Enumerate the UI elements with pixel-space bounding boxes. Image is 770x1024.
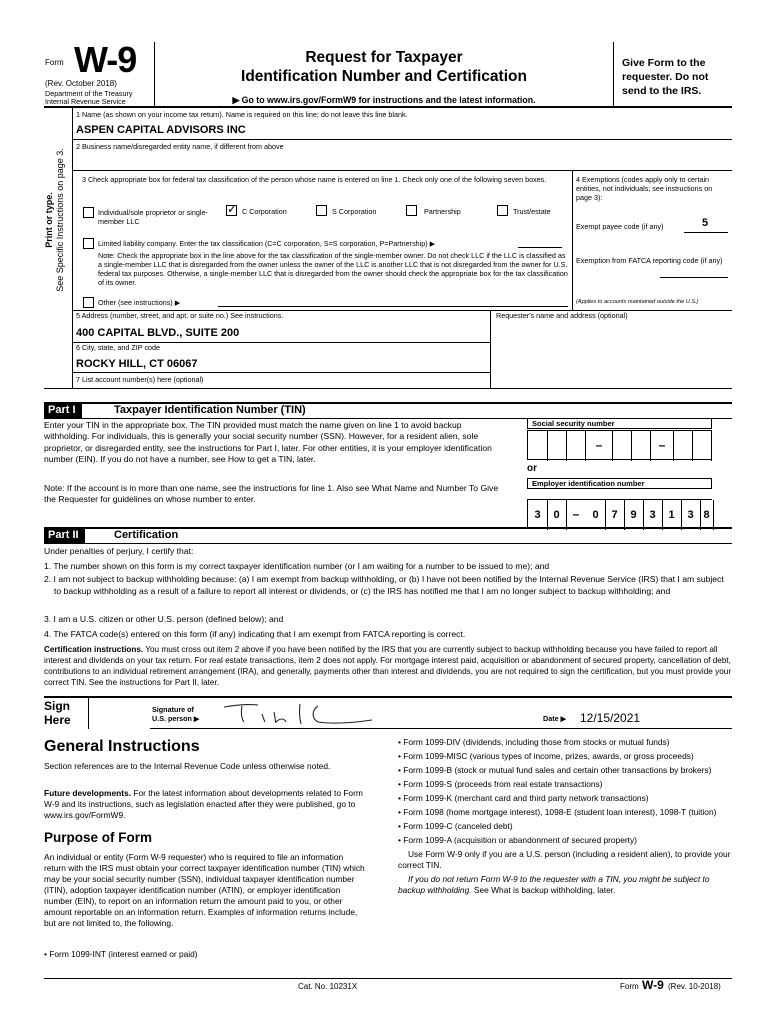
see-instructions: See Specific Instructions on page 3. (55, 148, 65, 292)
line7-label: 7 List account number(s) here (optional) (76, 375, 204, 384)
backup-withholding-italic: If you do not return Form W-9 to the requester with a TIN, you might be subject to backup withholding. (398, 874, 710, 895)
signature-label-2: U.S. person ▶ (152, 714, 200, 723)
other-label: Other (see instructions) ▶ (98, 298, 181, 307)
future-developments (44, 788, 366, 821)
cert-item-4: 4. The FATCA code(s) entered on this form (if any) indicating that I am exempt from FATCA reporting is correct. (44, 629, 466, 639)
goto-instructions: ▶ Go to www.irs.gov/FormW9 for instructions and the latest information. (232, 95, 536, 105)
future-developments-body: For the latest information about developments related to Form W-9 and its instructions, such as legislation enacted after they were published, go to www.irs.gov/FormW9. (44, 788, 363, 820)
part2-title: Certification (114, 529, 179, 541)
purpose-text: An individual or entity (Form W-9 requester) who is required to file an information return with the IRS must obtain your correct taxpayer identification number (TIN) which may be your social security number (SSN), individual taxpayer identification number (ITIN), adoption taxpayer identification number (ATIN), or employer identification number (EIN), to report on an information return the amount paid to you, or other amount reportable on an information return. Examples of information returns include, but are not limited to, the following. (44, 852, 365, 928)
here-label: Here (44, 713, 71, 727)
purpose-heading: Purpose of Form (44, 830, 153, 845)
line2-label: 2 Business name/disregarded entity name, if different from above (76, 142, 284, 151)
other-field[interactable] (218, 306, 568, 307)
line5-label: 5 Address (number, street, and apt. or suite no.) See instructions. (76, 311, 284, 320)
part1-title: Taxpayer Identification Number (TIN) (114, 404, 306, 416)
part1-note: Note: If the account is in more than one name, see the instructions for line 1. Also see What Name and Number To Give the Requester for guidelines on whose number to enter. (44, 483, 499, 505)
cert-instructions (44, 644, 732, 688)
ein-label: Employer identification number (527, 478, 712, 489)
trust-label: Trust/estate (513, 207, 551, 216)
form-word: Form (45, 58, 64, 67)
llc-note: Note: Check the appropriate box in the line above for the tax classification of the single-member owner. Do not check LLC if the LLC is classified as a single-member LLC that is disregarded from the owner unless the owner of the LLC is another LLC that is not disregarded from the owner for U.S. federal tax purposes. Otherwise, a single-member LLC that is disregarded from the owner should check the appropriate box for the tax classification of its owner. (98, 251, 568, 287)
line6-label: 6 City, state, and ZIP code (76, 343, 161, 352)
form-title-1: Request for Taxpayer (305, 49, 463, 66)
print-or-type: Print or type. (44, 192, 54, 248)
city-state-zip-field[interactable]: ROCKY HILL, CT 06067 (76, 358, 198, 370)
ssn-label: Social security number (527, 418, 712, 429)
ssn-field[interactable]: – – (527, 430, 712, 460)
fatca-label: Exemption from FATCA reporting code (if any) (576, 256, 723, 265)
cert-intro: Under penalties of perjury, I certify that: (44, 546, 194, 556)
list-item: • Form 1099-B (stock or mutual fund sales and certain other transactions by brokers) (398, 765, 712, 775)
trust-checkbox[interactable] (497, 205, 508, 216)
list-item: • Form 1098 (home mortgage interest), 1098-E (student loan interest), 1098-T (tuition) (398, 807, 717, 817)
use-form-text: Use Form W-9 only if you are a U.S. person (including a resident alien), to provide your correct TIN. (398, 849, 731, 870)
ein-digit: 7 (605, 500, 625, 530)
ein-field[interactable]: 3 0 – 0 7 9 3 1 3 8 (527, 499, 712, 529)
department: Department of the Treasury (45, 89, 133, 98)
cert-item-2: 2. I am not subject to backup withholding because: (a) I am exempt from backup withholding, or (b) I have not been notified by the Internal Revenue Service (IRS) that I am subject to backup withholding as a result of a failure to report all interest or dividends, or (c) the IRS has notified me that I am no longer subject to backup withholding; and (44, 574, 724, 596)
ein-digit: 0 (586, 500, 606, 530)
exempt-payee-label: Exempt payee code (if any) (576, 222, 664, 231)
form-title-2: Identification Number and Certification (241, 68, 527, 85)
part2-tag: Part II (44, 528, 85, 543)
date-label: Date ▶ (543, 714, 567, 723)
bullet-1099-int: • Form 1099-INT (interest earned or paid) (44, 949, 198, 959)
part1-tag: Part I (44, 403, 82, 418)
backup-withholding-text (398, 874, 732, 896)
c-corp-checkbox[interactable] (226, 202, 238, 216)
line4-label: 4 Exemptions (codes apply only to certain entities, not individuals; see instructions on page 3): (576, 175, 713, 202)
footer-revision: (Rev. 10-2018) (668, 982, 721, 991)
form-number: W-9 (74, 39, 137, 80)
requester-label: Requester's name and address (optional) (496, 311, 628, 320)
date-field[interactable]: 12/15/2021 (580, 711, 641, 725)
fatca-field[interactable] (660, 277, 728, 278)
ein-digit: 9 (624, 500, 644, 530)
revision: (Rev. October 2018) (45, 79, 117, 88)
give-form-note: Give Form to the requester. Do not send to the IRS. (622, 57, 709, 97)
signature-field[interactable] (222, 698, 522, 728)
cert-instructions-heading: Certification instructions. (44, 645, 144, 654)
s-corp-checkbox[interactable] (316, 205, 327, 216)
line1-label: 1 Name (as shown on your income tax return). Name is required on this line; do not leave this line blank. (76, 110, 408, 119)
list-item: • Form 1099-MISC (various types of income, prizes, awards, or gross proceeds) (398, 751, 694, 761)
llc-classification-field[interactable] (518, 247, 562, 248)
cert-item-1: 1. The number shown on this form is my correct taxpayer identification number (or I am waiting for a number to be issued to me); and (44, 561, 550, 571)
list-item: • Form 1099-K (merchant card and third party network transactions) (398, 793, 649, 803)
fatca-applies: (Applies to accounts maintained outside the U.S.) (576, 299, 699, 305)
llc-label: Limited liability company. Enter the tax classification (C=C corporation, S=S corporation, P=Partnership) ▶ (98, 239, 436, 248)
account-numbers-field[interactable] (76, 389, 726, 401)
list-item: • Form 1099-A (acquisition or abandonment of secured property) (398, 835, 637, 845)
sign-label: Sign (44, 699, 70, 713)
future-developments-heading: Future developments. (44, 788, 132, 798)
ein-digit: 3 (528, 500, 548, 530)
other-checkbox[interactable] (83, 297, 94, 308)
address-field[interactable]: 400 CAPITAL BLVD., SUITE 200 (76, 327, 240, 339)
ein-digit: 3 (643, 500, 663, 530)
list-item: • Form 1099-C (canceled debt) (398, 821, 513, 831)
list-item: • Form 1099-S (proceeds from real estate transactions) (398, 779, 603, 789)
signature-image (222, 698, 522, 728)
ein-digit: 1 (662, 500, 682, 530)
footer-form-number: W-9 (642, 978, 664, 992)
list-item: • Form 1099-DIV (dividends, including those from stocks or mutual funds) (398, 737, 670, 747)
backup-withholding-tail: See What is backup withholding, later. (471, 885, 616, 895)
business-name-field[interactable] (76, 154, 726, 168)
partnership-label: Partnership (424, 207, 461, 216)
c-corp-label: C Corporation (242, 207, 287, 216)
line3-label: 3 Check appropriate box for federal tax classification of the person whose name is entered on line 1. Check only one of the following seven boxes. (82, 175, 547, 184)
cert-item-3: 3. I am a U.S. citizen or other U.S. person (defined below); and (44, 614, 284, 624)
irs-name: Internal Revenue Service (45, 97, 126, 106)
ein-digit: 3 (681, 500, 701, 530)
llc-checkbox[interactable] (83, 238, 94, 249)
general-instructions-heading: General Instructions (44, 738, 200, 755)
individual-checkbox[interactable] (83, 207, 94, 218)
form-types-list (398, 737, 732, 899)
partnership-checkbox[interactable] (406, 205, 417, 216)
section-references: Section references are to the Internal Revenue Code unless otherwise noted. (44, 761, 331, 771)
individual-label: Individual/sole proprietor or single-member LLC (98, 208, 208, 226)
check-icon: ✓ (227, 202, 238, 216)
s-corp-label: S Corporation (332, 207, 377, 216)
name-field[interactable]: ASPEN CAPITAL ADVISORS INC (76, 124, 246, 136)
or-label: or (527, 463, 537, 474)
catalog-number: Cat. No. 10231X (298, 982, 358, 991)
signature-label-1: Signature of (152, 705, 194, 714)
cert-instructions-body: You must cross out item 2 above if you have been notified by the IRS that you are currently subject to backup withholding because you have failed to report all interest and dividends on your tax return. For real estate transactions, item 2 does not apply. For mortgage interest paid, acquisition or abandonment of secured property, cancellation of debt, contributions to an individual retirement arrangement (IRA), and generally, payments other than interest and dividends, you are not required to sign the certification, but you must provide your correct TIN. See the instructions for Part II, later. (44, 645, 732, 687)
exempt-payee-field[interactable]: 5 (701, 217, 709, 229)
part1-body: Enter your TIN in the appropriate box. The TIN provided must match the name given on line 1 to avoid backup withholding. For individuals, this is generally your social security number (SSN). However, for a resident alien, sole proprietor, or disregarded entity, see the instructions for Part I, later. For other entities, it is your employer identification number (EIN). If you do not have a number, see How to get a TIN, later. (44, 420, 492, 465)
ein-digit: 8 (700, 500, 714, 530)
ein-digit: 0 (547, 500, 567, 530)
footer-form-word: Form (620, 982, 639, 991)
